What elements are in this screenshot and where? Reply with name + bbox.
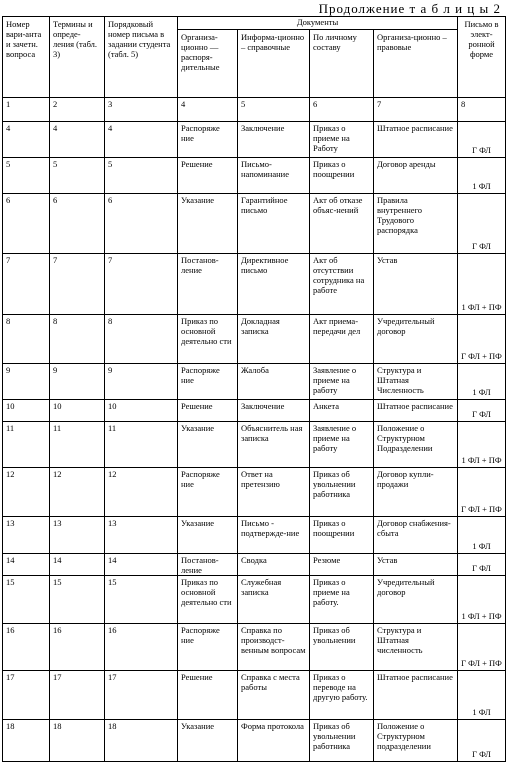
- letter-number-cell: 4: [105, 122, 178, 158]
- org-legal-cell: Положение о Структурном Подразделении: [374, 422, 458, 468]
- personnel-cell: Приказ об увольнении работника: [310, 468, 374, 517]
- variant-number-cell: 14: [3, 554, 50, 576]
- header-email: Письмо в элект-ронной форме: [458, 17, 506, 98]
- table-caption: Продолжение т а б л и ц ы 2: [318, 1, 501, 16]
- org-admin-cell: Приказ по основной деятельно сти: [178, 576, 238, 624]
- index-cell: 7: [374, 98, 458, 122]
- term-number-cell: 12: [50, 468, 105, 517]
- table-row: [3, 364, 506, 400]
- index-cell: 4: [178, 98, 238, 122]
- email-form-cell: Г ФЛ: [458, 194, 506, 254]
- header-terms: Термины и опреде-ления (табл. 3): [50, 17, 105, 98]
- personnel-cell: Приказ о переводе на другую работу.: [310, 671, 374, 720]
- personnel-cell: Приказ о поощрении: [310, 158, 374, 194]
- letter-number-cell: 16: [105, 624, 178, 671]
- table-row: [3, 422, 506, 468]
- variant-number-cell: 4: [3, 122, 50, 158]
- email-form-cell: 1 ФЛ: [458, 671, 506, 720]
- letter-number-cell: 5: [105, 158, 178, 194]
- table-row: [3, 576, 506, 624]
- org-admin-cell: Указание: [178, 194, 238, 254]
- letter-number-cell: 15: [105, 576, 178, 624]
- variant-number-cell: 13: [3, 517, 50, 554]
- org-admin-cell: Указание: [178, 517, 238, 554]
- variant-number-cell: 11: [3, 422, 50, 468]
- term-number-cell: 18: [50, 720, 105, 762]
- info-ref-cell: Справка по производст-венным вопросам: [238, 624, 310, 671]
- variant-number-cell: 15: [3, 576, 50, 624]
- term-number-cell: 13: [50, 517, 105, 554]
- org-admin-cell: Решение: [178, 400, 238, 422]
- personnel-cell: Заявление о приеме на работу: [310, 364, 374, 400]
- term-number-cell: 6: [50, 194, 105, 254]
- header-personnel: По личному составу: [310, 30, 374, 98]
- table-body: [3, 98, 506, 762]
- header-info-ref: Информа-ционно – справочные: [238, 30, 310, 98]
- variant-number-cell: 10: [3, 400, 50, 422]
- org-legal-cell: Договор аренды: [374, 158, 458, 194]
- org-legal-cell: Учредительный договор: [374, 315, 458, 364]
- email-form-cell: Г ФЛ + ПФ: [458, 315, 506, 364]
- index-cell: 1: [3, 98, 50, 122]
- variant-number-cell: 12: [3, 468, 50, 517]
- email-form-cell: Г ФЛ: [458, 554, 506, 576]
- variant-number-cell: 16: [3, 624, 50, 671]
- org-legal-cell: Штатное расписание: [374, 400, 458, 422]
- info-ref-cell: Заключение: [238, 400, 310, 422]
- letter-number-cell: 17: [105, 671, 178, 720]
- org-legal-cell: Устав: [374, 254, 458, 315]
- org-admin-cell: Указание: [178, 422, 238, 468]
- org-legal-cell: Договор снабжения-сбыта: [374, 517, 458, 554]
- letter-number-cell: 12: [105, 468, 178, 517]
- variant-number-cell: 17: [3, 671, 50, 720]
- table-row: [3, 254, 506, 315]
- personnel-cell: Приказ о поощрении: [310, 517, 374, 554]
- email-form-cell: 1 ФЛ: [458, 364, 506, 400]
- header-org-admin: Организа-ционно — распоря-дительные: [178, 30, 238, 98]
- term-number-cell: 11: [50, 422, 105, 468]
- org-legal-cell: Структура и Штатная Численность: [374, 364, 458, 400]
- email-form-cell: Г ФЛ: [458, 400, 506, 422]
- index-cell: 3: [105, 98, 178, 122]
- term-number-cell: 8: [50, 315, 105, 364]
- term-number-cell: 15: [50, 576, 105, 624]
- info-ref-cell: Письмо-напоминание: [238, 158, 310, 194]
- org-admin-cell: Распоряже ние: [178, 364, 238, 400]
- org-legal-cell: Штатное расписание: [374, 122, 458, 158]
- org-admin-cell: Распоряже ние: [178, 624, 238, 671]
- info-ref-cell: Справка с места работы: [238, 671, 310, 720]
- table-row: [3, 517, 506, 554]
- header-org-legal: Организа-ционно – правовые: [374, 30, 458, 98]
- table-row: [3, 720, 506, 762]
- info-ref-cell: Форма протокола: [238, 720, 310, 762]
- index-cell: 5: [238, 98, 310, 122]
- info-ref-cell: Жалоба: [238, 364, 310, 400]
- personnel-cell: Анкета: [310, 400, 374, 422]
- letter-number-cell: 13: [105, 517, 178, 554]
- info-ref-cell: Заключение: [238, 122, 310, 158]
- org-admin-cell: Приказ по основной деятельно сти: [178, 315, 238, 364]
- email-form-cell: 1 ФЛ + ПФ: [458, 576, 506, 624]
- personnel-cell: Акт об отсутствии сотрудника на работе: [310, 254, 374, 315]
- email-form-cell: 1 ФЛ + ПФ: [458, 422, 506, 468]
- term-number-cell: 10: [50, 400, 105, 422]
- variant-number-cell: 5: [3, 158, 50, 194]
- org-admin-cell: Решение: [178, 671, 238, 720]
- term-number-cell: 16: [50, 624, 105, 671]
- header-documents: Документы: [178, 17, 458, 30]
- email-form-cell: Г ФЛ: [458, 122, 506, 158]
- header-letter-number: Порядковый номер письма в задании студента (табл. 5): [105, 17, 178, 98]
- letter-number-cell: 11: [105, 422, 178, 468]
- term-number-cell: 4: [50, 122, 105, 158]
- info-ref-cell: Гарантийное письмо: [238, 194, 310, 254]
- org-admin-cell: Решение: [178, 158, 238, 194]
- table-row: [3, 315, 506, 364]
- letter-number-cell: 7: [105, 254, 178, 315]
- variant-number-cell: 18: [3, 720, 50, 762]
- info-ref-cell: Докладная записка: [238, 315, 310, 364]
- term-number-cell: 9: [50, 364, 105, 400]
- index-cell: 6: [310, 98, 374, 122]
- term-number-cell: 7: [50, 254, 105, 315]
- table-row: [3, 158, 506, 194]
- org-legal-cell: Договор купли-продажи: [374, 468, 458, 517]
- column-index-row: [3, 98, 506, 122]
- org-legal-cell: Устав: [374, 554, 458, 576]
- org-admin-cell: Распоряже ние: [178, 122, 238, 158]
- personnel-cell: Акт об отказе объяс-нений: [310, 194, 374, 254]
- org-admin-cell: Постанов-ление: [178, 554, 238, 576]
- personnel-cell: Приказ о приеме на Работу: [310, 122, 374, 158]
- email-form-cell: 1 ФЛ: [458, 517, 506, 554]
- personnel-cell: Резюме: [310, 554, 374, 576]
- personnel-cell: Заявление о приеме на работу: [310, 422, 374, 468]
- info-ref-cell: Директивное письмо: [238, 254, 310, 315]
- term-number-cell: 14: [50, 554, 105, 576]
- org-admin-cell: Распоряже ние: [178, 468, 238, 517]
- info-ref-cell: Ответ на претензию: [238, 468, 310, 517]
- personnel-cell: Приказ об увольнении: [310, 624, 374, 671]
- letter-number-cell: 10: [105, 400, 178, 422]
- letter-number-cell: 9: [105, 364, 178, 400]
- letter-number-cell: 14: [105, 554, 178, 576]
- org-legal-cell: Структура и Штатная численность: [374, 624, 458, 671]
- org-legal-cell: Штатное расписание: [374, 671, 458, 720]
- variant-number-cell: 7: [3, 254, 50, 315]
- org-legal-cell: Правила внутреннего Трудового распорядка: [374, 194, 458, 254]
- variant-number-cell: 9: [3, 364, 50, 400]
- letter-number-cell: 8: [105, 315, 178, 364]
- org-admin-cell: Постанов-ление: [178, 254, 238, 315]
- info-ref-cell: Объяснитель ная записка: [238, 422, 310, 468]
- term-number-cell: 17: [50, 671, 105, 720]
- info-ref-cell: Сводка: [238, 554, 310, 576]
- email-form-cell: 1 ФЛ + ПФ: [458, 254, 506, 315]
- email-form-cell: Г ФЛ + ПФ: [458, 624, 506, 671]
- index-cell: 2: [50, 98, 105, 122]
- personnel-cell: Приказ о приеме на работу.: [310, 576, 374, 624]
- table-row: [3, 400, 506, 422]
- documents-table: [2, 16, 506, 762]
- letter-number-cell: 6: [105, 194, 178, 254]
- variant-number-cell: 6: [3, 194, 50, 254]
- org-legal-cell: Учредительный договор: [374, 576, 458, 624]
- table-row: [3, 122, 506, 158]
- index-cell: 8: [458, 98, 506, 122]
- org-admin-cell: Указание: [178, 720, 238, 762]
- info-ref-cell: Служебная записка: [238, 576, 310, 624]
- personnel-cell: Приказ об увольнении работника: [310, 720, 374, 762]
- variant-number-cell: 8: [3, 315, 50, 364]
- email-form-cell: Г ФЛ + ПФ: [458, 468, 506, 517]
- personnel-cell: Акт приема-передачи дел: [310, 315, 374, 364]
- table-row: [3, 624, 506, 671]
- term-number-cell: 5: [50, 158, 105, 194]
- email-form-cell: 1 ФЛ: [458, 158, 506, 194]
- org-legal-cell: Положение о Структурном подразделении: [374, 720, 458, 762]
- table-row: [3, 671, 506, 720]
- table-row: [3, 194, 506, 254]
- letter-number-cell: 18: [105, 720, 178, 762]
- header-variant: Номер вари-анта и зачетн. вопроса: [3, 17, 50, 98]
- email-form-cell: Г ФЛ: [458, 720, 506, 762]
- table-row: [3, 554, 506, 576]
- table-row: [3, 468, 506, 517]
- info-ref-cell: Письмо - подтвержде-ние: [238, 517, 310, 554]
